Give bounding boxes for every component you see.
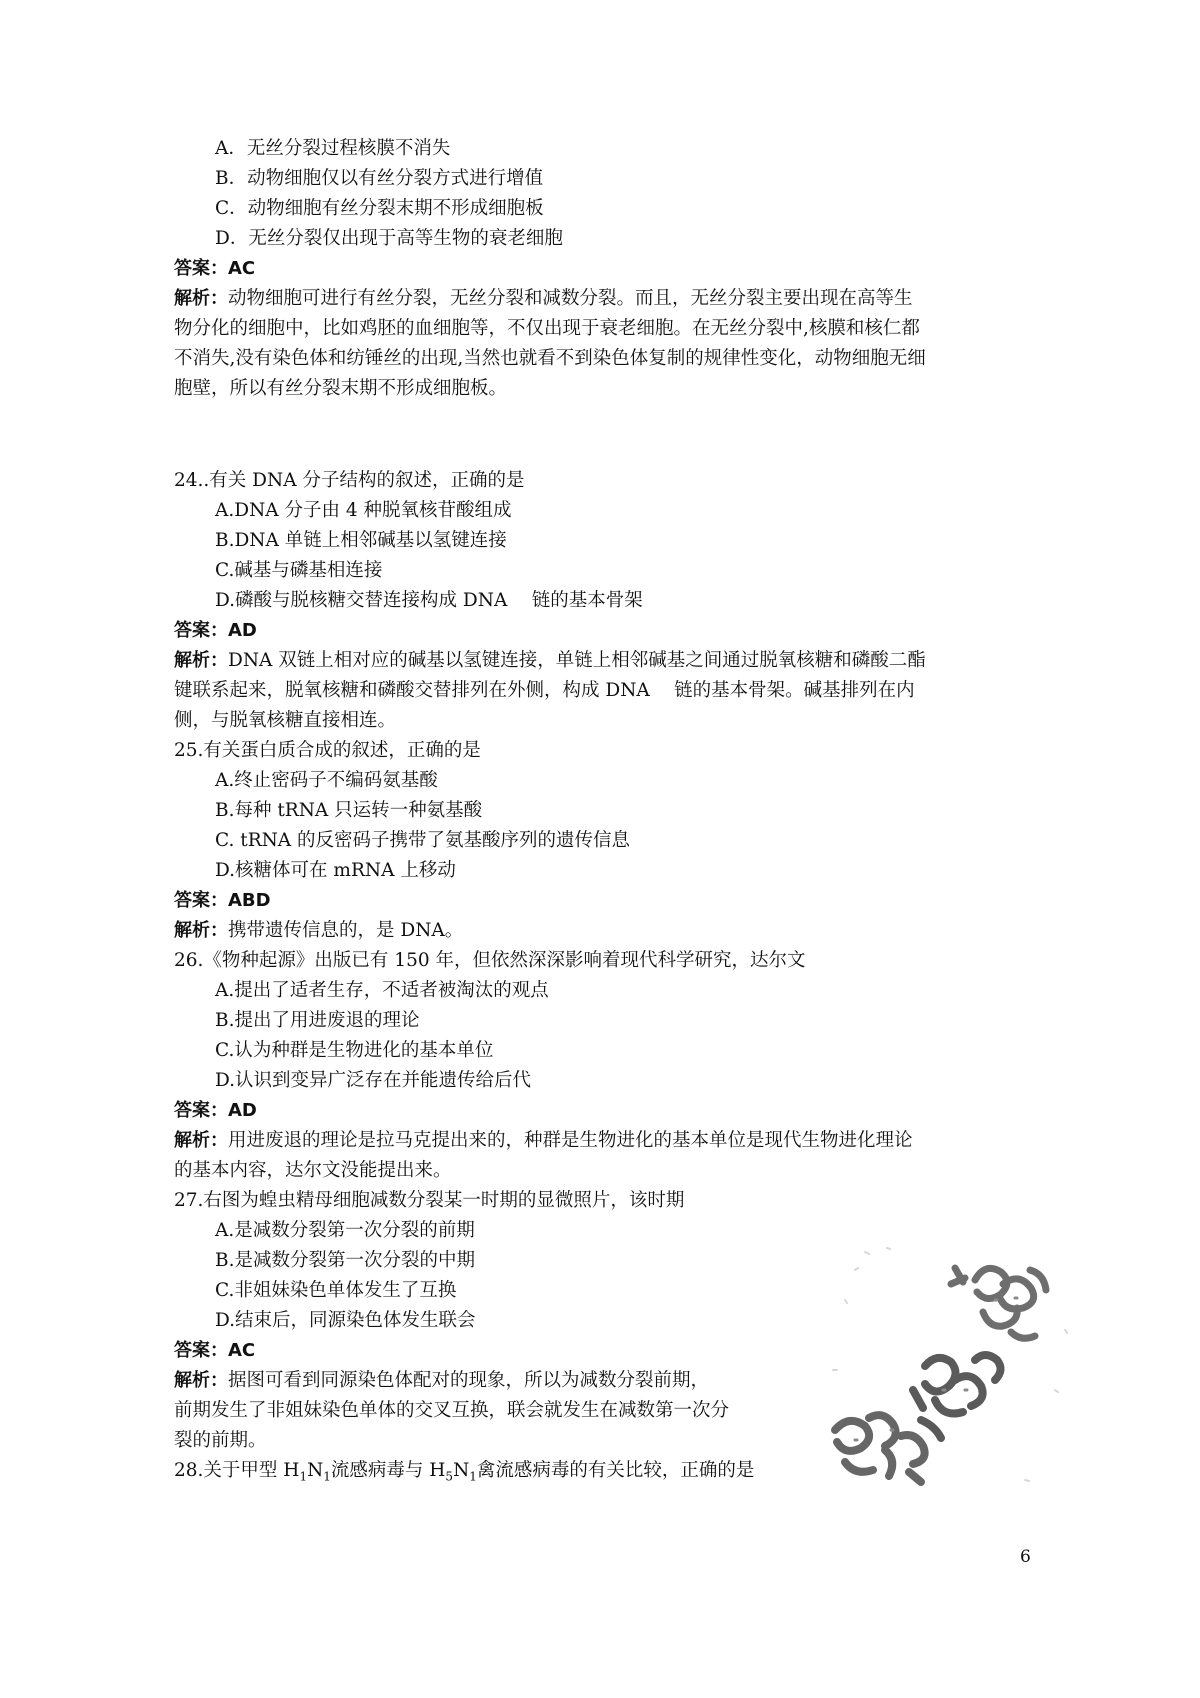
subscript: 5 [445,1469,454,1484]
q24-analysis-line: 侧，与脱氧核糖直接相连。 [174,710,397,731]
q27-answer [174,1335,255,1366]
analysis-label: 解析： [174,1130,228,1151]
q26-option-c: C.认为种群是生物进化的基本单位 [215,1040,494,1061]
q28-text: 流感病毒与 H [330,1460,446,1481]
analysis-text: 据图可看到同源染色体配对的现象，所以为减数分裂前期， [228,1370,710,1391]
analysis-text: 携带遗传信息的，是 DNA。 [228,920,464,941]
q26-analysis-line [174,1125,1034,1156]
q26-question: 26.《物种起源》出版已有 150 年，但依然深深影响着现代科学研究，达尔文 [174,950,806,971]
answer-label: 答案： [174,1100,228,1121]
q23-analysis-line: 胞壁，所以有丝分裂末期不形成细胞板。 [174,378,508,399]
q24-analysis-line [174,645,1034,676]
q23-analysis-line: 物分化的细胞中，比如鸡胚的血细胞等，不仅出现于衰老细胞。在无丝分裂中,核膜和核仁都 [174,318,920,339]
q27-analysis-line: 裂的前期。 [174,1430,267,1451]
q26-option-d: D.认识到变异广泛存在并能遗传给后代 [215,1070,532,1091]
analysis-label: 解析： [174,1370,228,1391]
q26-answer [174,1095,257,1126]
q23-analysis-line: 不消失,没有染色体和纺锤丝的出现,当然也就看不到染色体复制的规律性变化，动物细胞无细 [174,348,926,369]
q27-analysis-line: 前期发生了非姐妹染色单体的交叉互换，联会就发生在减数第一次分 [174,1400,730,1421]
q27-option-d: D.结束后，同源染色体发生联会 [215,1310,476,1331]
chromosome-micrograph [825,1240,1075,1500]
subscript: 1 [299,1469,308,1484]
q23-answer [174,253,255,284]
q25-option-c: C. tRNA 的反密码子携带了氨基酸序列的遗传信息 [215,830,631,851]
q23-option-a: A．无丝分裂过程核膜不消失 [215,138,451,159]
q25-answer [174,885,271,916]
q28-question [174,1455,754,1493]
analysis-label: 解析： [174,650,228,671]
q28-text: N [307,1460,324,1481]
q24-option-a: A.DNA 分子由 4 种脱氧核苷酸组成 [215,500,512,521]
answer-label: 答案： [174,620,228,641]
q23-option-b: B．动物细胞仅以有丝分裂方式进行增值 [215,168,544,189]
answer-value: AC [228,258,256,279]
q24-answer [174,615,257,646]
q27-option-c: C.非姐妹染色单体发生了互换 [215,1280,457,1301]
subscript: 1 [469,1469,477,1484]
answer-label: 答案： [174,258,228,279]
analysis-text: 动物细胞可进行有丝分裂，无丝分裂和减数分裂。而且，无丝分裂主要出现在高等生 [228,288,913,309]
analysis-label: 解析： [174,288,228,309]
q23-analysis-line [174,283,1034,314]
q23-option-c: C．动物细胞有丝分裂末期不形成细胞板 [215,198,544,219]
q25-option-a: A.终止密码子不编码氨基酸 [215,770,438,791]
q25-option-b: B.每种 tRNA 只运转一种氨基酸 [215,800,483,821]
answer-value: AD [228,620,257,641]
q24-option-c: C.碱基与磷基相连接 [215,560,383,581]
q28-text: N [453,1460,470,1481]
answer-label: 答案： [174,890,228,911]
q27-option-a: A.是减数分裂第一次分裂的前期 [215,1220,475,1241]
page-number: 6 [1020,1547,1031,1567]
q27-option-b: B.是减数分裂第一次分裂的中期 [215,1250,475,1271]
answer-value: AC [228,1340,256,1361]
q25-option-d: D.核糖体可在 mRNA 上移动 [215,860,456,881]
analysis-label: 解析： [174,920,228,941]
q24-option-d: D.磷酸与脱核糖交替连接构成 DNA 链的基本骨架 [215,590,643,611]
q27-question: 27.右图为蝗虫精母细胞减数分裂某一时期的显微照片，该时期 [174,1190,685,1211]
q28-text: 28.关于甲型 H [174,1460,300,1481]
q28-text: 禽流感病毒的有关比较，正确的是 [476,1460,755,1481]
q24-question: 24..有关 DNA 分子结构的叙述，正确的是 [174,470,525,491]
answer-value: AD [228,1100,257,1121]
answer-label: 答案： [174,1340,228,1361]
analysis-text: DNA 双链上相对应的碱基以氢键连接，单链上相邻碱基之间通过脱氧核糖和磷酸二酯 [228,650,926,671]
q23-option-d: D．无丝分裂仅出现于高等生物的衰老细胞 [215,228,563,249]
q24-option-b: B.DNA 单链上相邻碱基以氢键连接 [215,530,507,551]
q26-option-b: B.提出了用进废退的理论 [215,1010,420,1031]
q25-analysis-line [174,915,1034,946]
q26-analysis-line: 的基本内容，达尔文没能提出来。 [174,1160,452,1181]
answer-value: ABD [228,890,271,911]
subscript: 1 [323,1469,331,1484]
q25-question: 25.有关蛋白质合成的叙述，正确的是 [174,740,481,761]
q26-option-a: A.提出了适者生存，不适者被淘汰的观点 [215,980,549,1001]
analysis-text: 用进废退的理论是拉马克提出来的，种群是生物进化的基本单位是现代生物进化理论 [228,1130,913,1151]
q24-analysis-line: 键联系起来，脱氧核糖和磷酸交替排列在外侧，构成 DNA 链的基本骨架。碱基排列在内 [174,680,915,701]
